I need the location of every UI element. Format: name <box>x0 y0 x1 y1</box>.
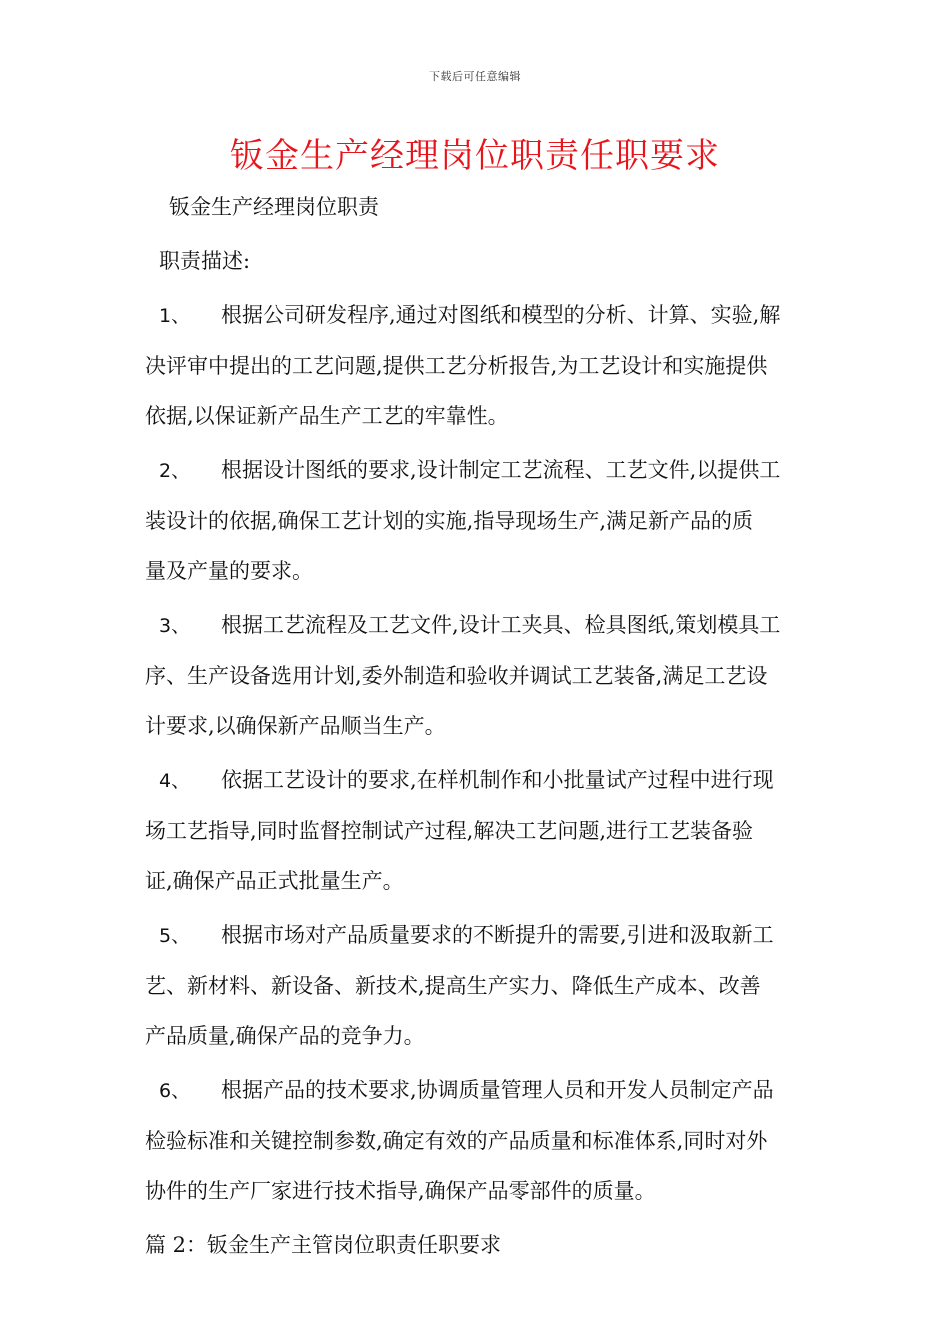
item-text-line: 根据设计图纸的要求,设计制定工艺流程、工艺文件,以提供工 <box>221 458 781 482</box>
item-text-line: 证,确保产品正式批量生产。 <box>145 869 404 893</box>
duty-item <box>145 1065 810 1216</box>
document-title: 钣金生产经理岗位职责任职要求 <box>230 136 720 176</box>
item-text-line: 产品质量,确保产品的竞争力。 <box>145 1024 425 1048</box>
next-section-heading: 篇 2：钣金生产主管岗位职责任职要求 <box>145 1233 502 1257</box>
item-text-line: 装设计的依据,确保工艺计划的实施,指导现场生产,满足新产品的质 <box>145 509 754 533</box>
section-label: 职责描述: <box>159 249 251 273</box>
header-note: 下载后可任意编辑 <box>429 70 521 83</box>
item-text-line: 协件的生产厂家进行技术指导,确保产品零部件的质量。 <box>145 1179 656 1203</box>
duty-item <box>145 755 810 906</box>
item-text-line: 计要求,以确保新产品顺当生产。 <box>145 714 446 738</box>
item-number: 6、 <box>159 1080 191 1102</box>
item-text-line: 根据产品的技术要求,协调质量管理人员和开发人员制定产品 <box>221 1078 774 1102</box>
item-number: 4、 <box>159 770 191 792</box>
document-body <box>145 182 810 1270</box>
item-text-line: 依据,以保证新产品生产工艺的牢靠性。 <box>145 404 509 428</box>
item-text-line: 艺、新材料、新设备、新技术,提高生产实力、降低生产成本、改善 <box>145 974 761 998</box>
item-text-line: 依据工艺设计的要求,在样机制作和小批量试产过程中进行现 <box>221 768 774 792</box>
item-text-line: 决评审中提出的工艺问题,提供工艺分析报告,为工艺设计和实施提供 <box>145 354 768 378</box>
duty-item <box>145 290 810 441</box>
item-number: 2、 <box>159 460 191 482</box>
item-text-line: 检验标准和关键控制参数,确定有效的产品质量和标准体系,同时对外 <box>145 1129 768 1153</box>
duty-item <box>145 445 810 596</box>
item-number: 3、 <box>159 615 191 637</box>
item-text-line: 序、生产设备选用计划,委外制造和验收并调试工艺装备,满足工艺设 <box>145 664 768 688</box>
item-text-line: 根据工艺流程及工艺文件,设计工夹具、检具图纸,策划模具工 <box>221 613 781 637</box>
duty-item <box>145 600 810 751</box>
duty-item <box>145 910 810 1061</box>
item-text-line: 根据公司研发程序,通过对图纸和模型的分析、计算、实验,解 <box>221 303 781 327</box>
item-text-line: 量及产量的要求。 <box>145 559 313 583</box>
item-text-line: 场工艺指导,同时监督控制试产过程,解决工艺问题,进行工艺装备验 <box>145 819 754 843</box>
section-subtitle: 钣金生产经理岗位职责 <box>169 195 379 219</box>
item-number: 1、 <box>159 305 191 327</box>
item-number: 5、 <box>159 925 191 947</box>
item-text-line: 根据市场对产品质量要求的不断提升的需要,引进和汲取新工 <box>221 923 774 947</box>
